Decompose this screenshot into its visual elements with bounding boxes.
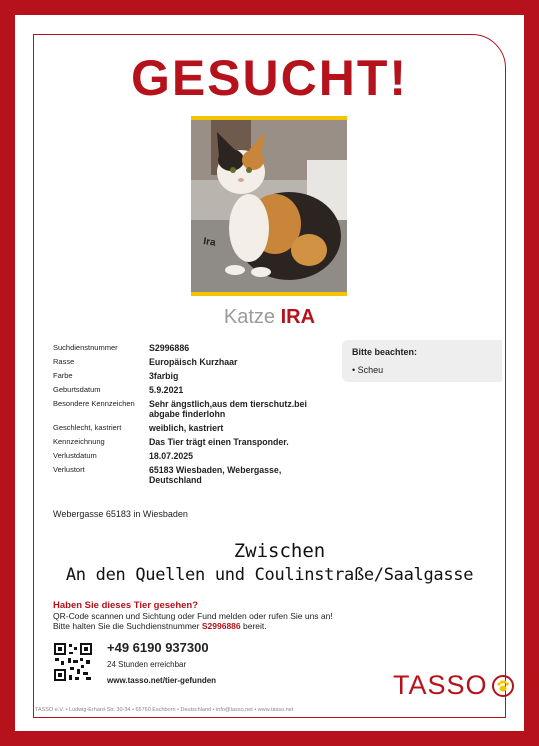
notice-item: • Scheu (352, 365, 384, 375)
detail-row (53, 423, 333, 433)
detail-label: Geburtsdatum (53, 385, 101, 394)
found-reference-prefix: Bitte halten Sie die Suchdienstnummer (53, 621, 200, 631)
detail-row (53, 385, 333, 395)
detail-row (53, 437, 333, 447)
loss-street: Webergasse 65183 in Wiesbaden (53, 509, 188, 519)
availability-text: 24 Stunden erreichbar (107, 660, 187, 669)
detail-label: Verlustdatum (53, 451, 97, 460)
poster-title: GESUCHT! (130, 50, 409, 106)
animal-name: IRA (280, 306, 316, 328)
detail-value: Das Tier trägt einen Transponder. (149, 437, 289, 447)
found-instructions: QR-Code scannen und Sichtung oder Fund melden oder rufen Sie uns an! (53, 611, 333, 621)
photo-caption: Ira (202, 236, 217, 249)
notice-box (342, 340, 502, 382)
detail-row (53, 465, 333, 485)
details-table (53, 343, 333, 489)
detail-value: weiblich, kastriert (149, 423, 224, 433)
detail-row (53, 371, 333, 381)
detail-value: 65183 Wiesbaden, Webergasse, Deutschland (149, 465, 282, 485)
found-link[interactable]: www.tasso.net/tier-gefunden (107, 676, 217, 685)
detail-value: S2996886 (149, 343, 190, 353)
detail-value: 3farbig (149, 371, 179, 381)
detail-value: 5.9.2021 (149, 385, 184, 395)
notice-title: Bitte beachten: (352, 347, 418, 357)
detail-row (53, 399, 333, 419)
detail-label: Suchdienstnummer (53, 343, 118, 352)
detail-label: Verlustort (53, 465, 85, 474)
found-reference (53, 621, 333, 631)
detail-label: Rasse (53, 357, 75, 366)
found-reference-suffix: bereit. (243, 621, 267, 631)
cat-photo-image (191, 120, 347, 292)
cat-photo (191, 116, 347, 296)
detail-value: Europäisch Kurzhaar (149, 357, 238, 367)
qr-code-image (53, 642, 93, 682)
detail-label: Kennzeichnung (53, 437, 105, 446)
found-question: Haben Sie dieses Tier gesehen? (53, 600, 199, 611)
animal-type: Katze (223, 306, 276, 328)
found-reference-number: S2996886 (201, 621, 241, 631)
detail-label: Farbe (53, 371, 73, 380)
detail-label: Besondere Kennzeichen (53, 399, 135, 408)
qr-code[interactable] (53, 642, 93, 682)
poster-frame (15, 15, 524, 731)
handwritten-line-1: Zwischen (233, 540, 326, 562)
tasso-logo (393, 670, 514, 701)
tasso-logo-text: TASSO (393, 670, 488, 700)
phone-number[interactable]: +49 6190 937300 (107, 640, 209, 655)
notice-item-text: Scheu (357, 365, 384, 375)
found-section (53, 601, 333, 631)
detail-row (53, 451, 333, 461)
animal-heading (15, 306, 524, 329)
paw-icon (492, 675, 514, 697)
detail-label: Geschlecht, kastriert (53, 423, 122, 432)
detail-row (53, 357, 333, 367)
detail-row (53, 343, 333, 353)
contact-block (107, 640, 216, 685)
footer-address: TASSO e.V. • Ludwig-Erhard-Str. 30-34 • 65760 Eschborn • Deutschland • info@tasso.net • www.tasso.net (35, 707, 294, 713)
detail-value: Sehr ängstlich,aus dem tierschutz.bei abgabe finderlohn (149, 399, 307, 419)
handwritten-line-2: An den Quellen und Coulinstraße/Saalgasse (65, 565, 474, 585)
detail-value: 18.07.2025 (149, 451, 194, 461)
